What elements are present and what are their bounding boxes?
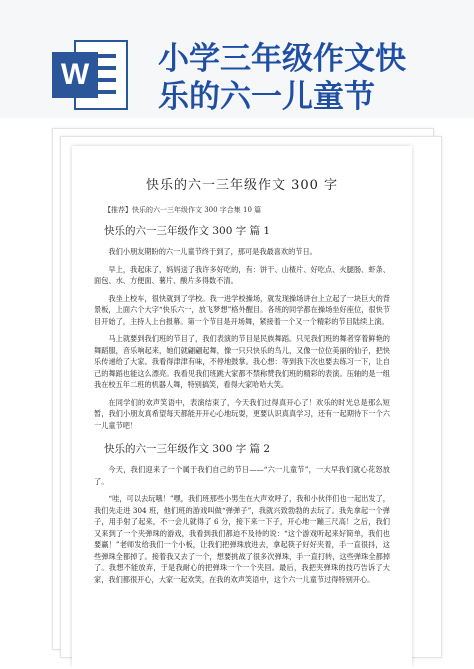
document-page [72,146,412,666]
paragraph: 今天，我们迎来了一个属于我们自己的节日——“六一儿童节”，一大早我们就心花怒放了。 [94,465,390,486]
paragraph: 在同学们的欢声笑语中，表演结束了，今天我们过得真开心了！欢乐的时光总是那么短暂，我们小朋友真希望每天都能开开心心地玩耍，更要认识真真学习，还有一起期待下一个六一儿童节吧！ [94,397,390,430]
word-logo-badge: W [52,52,98,98]
word-document-icon [52,40,130,110]
paragraph: 马上就要到我们班的节目了，我们表演的节目是民族舞蹈。只见我们班的舞者穿着鲜艳的舞蹈服，音乐响起来，她们就翩翩起舞，像一只只快乐的鸟儿，又像一位位美丽的仙子，把快乐传递给了大家。我看得津津有味，不停地鼓掌。我心想：等到我下次也要去练习一下，让自己的舞蹈也能这么漂亮。我看见我们班跳大家都不禁称赞我们班的精彩的表演。压轴的是一组我在校五年二班的机器人舞，特别搞笑，看得大家哈哈大笑。 [94,334,390,389]
paragraph: 我坐上校车，很快就到了学校。我一进学校操场，就发现操场讲台上立起了一块巨大的背景板，上面六个大字“快乐六一，放飞梦想”格外醒目。各班的同学都在操场坐好座位，很快节目开始了，主持人上台报幕。第一个节目是开场舞，紧接着一个又一个精彩的节目陆续上演。 [94,293,390,326]
header-banner [0,0,474,118]
paragraph: “哇，可以去玩哦！”嘿，我们班那些小男生在大声欢呼了，我和小伙伴们也一起出发了，我们先走进 304 班，他们班的游戏叫做“弹弹子”，我就兴致勃勃的去玩了。我先拿起一个弹子，用手射了起来，不一会儿就得了 6 分，接下来一下子，开心地一蹦三尺高！之后，我们又来到了一个夹弹珠的游戏，我看到我们都迫不及待的说：“这个游戏听起来好简单，我们也要赢！”老师发给我们一个小板，让我们把弹珠放进去，拿起筷子好好夹着，手一直很抖，这些弹珠全都掉了。接着我又去了一个，想要挑战了很多次弹珠，手一直打转，这些弹珠全都掉了。我想不能放弃，于是我耐心的把弹珠一个一个夹回。最后，我把夹弹珠的技巧告诉了大家，我们都很开心，大家一起欢笑，在我的欢声笑语中，这个六一儿童节过得特别开心。 [94,494,390,584]
recommend-line: 【推荐】快乐的六一三年级作文 300 字合集 10 篇 [104,206,262,214]
paragraph: 我们小朋友期盼的六一儿童节终于到了，那可是我最喜欢的节日。 [108,247,317,256]
document-title: 快乐的六一三年级作文 300 字 [145,178,339,193]
page-fade-overlay [72,600,412,669]
section-heading: 快乐的六一三年级作文 300 字 篇 1 [104,225,271,237]
section-heading: 快乐的六一三年级作文 300 字 篇 2 [104,443,271,455]
hero-title: 小学三年级作文快 乐的六一儿童节 [158,41,406,115]
paragraph: 早上，我起床了，妈妈送了我许多好吃的，有：饼干、山楂片、好吃点、火腿肠、虾条、面包、水、方便面、薯片、酸片多得数不清。 [94,264,390,285]
